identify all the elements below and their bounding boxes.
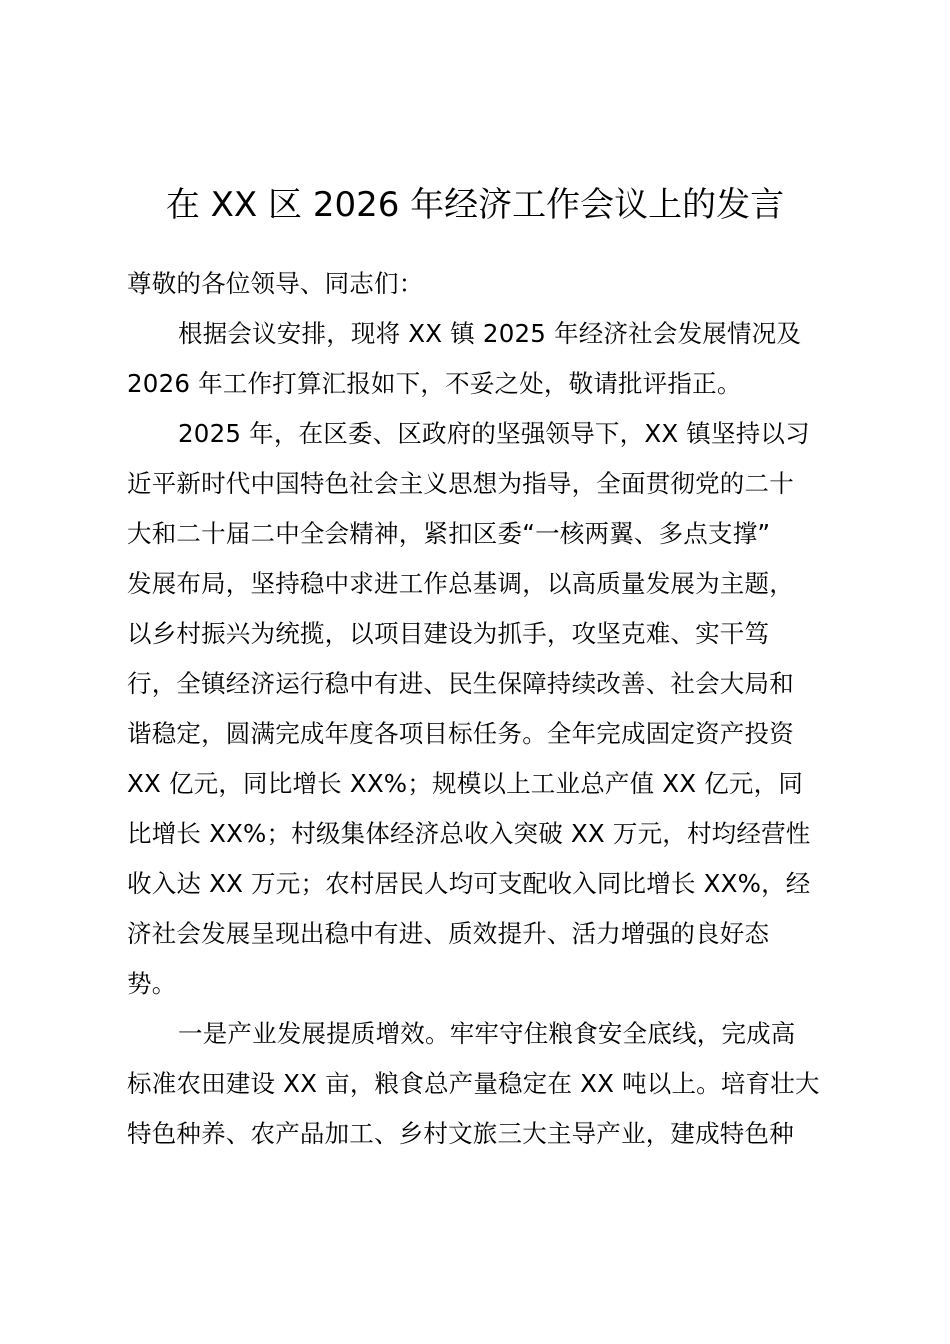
paragraph-line: 标准农田建设 XX 亩，粮食总产量稳定在 XX 吨以上。培育壮大 xyxy=(127,1069,820,1098)
paragraph-line: 2026 年工作打算汇报如下，不妥之处，敬请批评指正。 xyxy=(127,369,742,398)
paragraph-line: 2025 年，在区委、区政府的坚强领导下，XX 镇坚持以习 xyxy=(178,419,810,448)
paragraph-line: 势。 xyxy=(127,969,177,998)
paragraph-line: 以乡村振兴为统揽，以项目建设为抓手，攻坚克难、实干笃 xyxy=(127,619,770,648)
document-body xyxy=(127,259,837,1159)
paragraph-line: 谐稳定，圆满完成年度各项目标任务。全年完成固定资产投资 xyxy=(127,719,794,748)
paragraph-industry xyxy=(127,1009,837,1159)
paragraph-intro xyxy=(127,309,837,409)
paragraph-line: 收入达 XX 万元；农村居民人均可支配收入同比增长 XX%，经 xyxy=(127,869,811,898)
paragraph-line: XX 亿元，同比增长 XX%；规模以上工业总产值 XX 亿元，同 xyxy=(127,769,804,798)
paragraph-line: 一是产业发展提质增效。牢牢守住粮食安全底线，完成高 xyxy=(178,1019,796,1048)
paragraph-line: 济社会发展呈现出稳中有进、质效提升、活力增强的良好态 xyxy=(127,919,770,948)
paragraph-line: 发展布局，坚持稳中求进工作总基调，以高质量发展为主题， xyxy=(127,569,794,598)
paragraph-overview xyxy=(127,409,837,1009)
paragraph-line: 近平新时代中国特色社会主义思想为指导，全面贯彻党的二十 xyxy=(127,469,794,498)
paragraph-line: 行，全镇经济运行稳中有进、民生保障持续改善、社会大局和 xyxy=(127,669,794,698)
document-title: 在 XX 区 2026 年经济工作会议上的发言 xyxy=(165,185,785,225)
paragraph-line: 根据会议安排，现将 XX 镇 2025 年经济社会发展情况及 xyxy=(178,319,802,348)
paragraph-line: 比增长 XX%；村级集体经济总收入突破 XX 万元，村均经营性 xyxy=(127,819,811,848)
salutation: 尊敬的各位领导、同志们： xyxy=(127,269,424,298)
paragraph-line: 特色种养、农产品加工、乡村文旅三大主导产业，建成特色种 xyxy=(127,1119,794,1148)
paragraph-line: 大和二十届二中全会精神，紧扣区委“一核两翼、多点支撑” xyxy=(127,519,771,548)
